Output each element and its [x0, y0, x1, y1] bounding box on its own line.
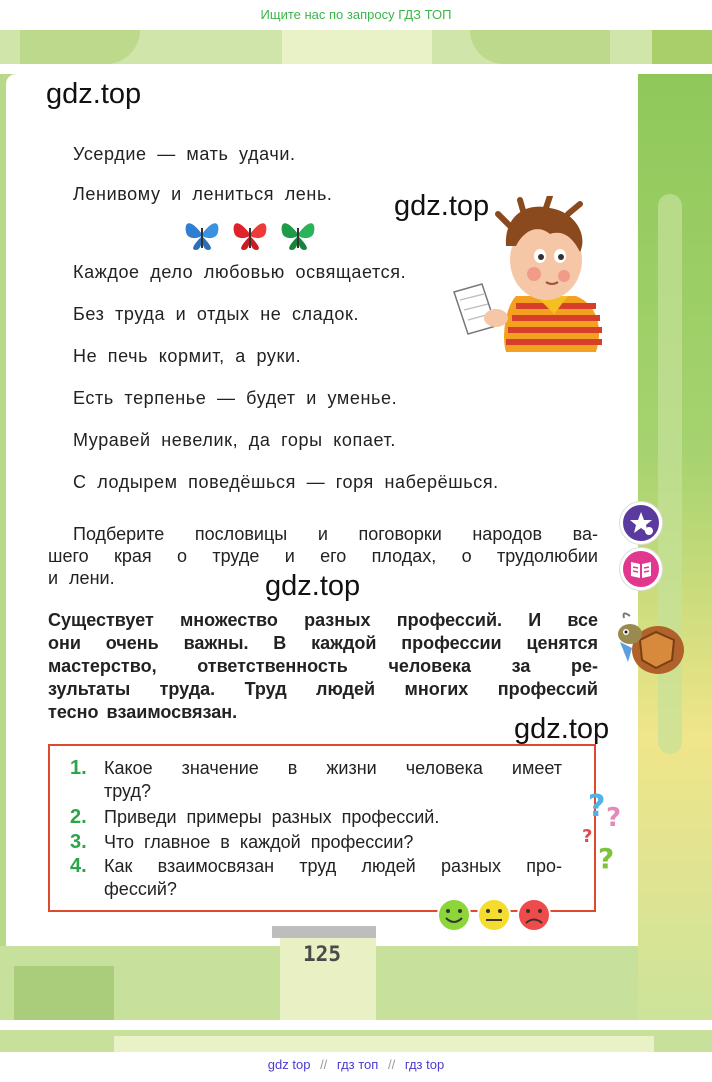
question-marks-illustration — [580, 786, 630, 881]
watermark: gdz.top — [265, 570, 361, 602]
book-icon[interactable] — [620, 548, 662, 590]
proverb: Есть терпенье — будет и уменье. — [73, 388, 398, 408]
question-number: 4. — [70, 855, 87, 877]
proverb: Каждое дело любовью освящается. — [73, 262, 407, 282]
next-page-strip — [0, 1030, 712, 1052]
page-gap — [0, 64, 712, 74]
green-butterfly-icon — [282, 223, 315, 250]
sad-face-icon — [518, 899, 550, 931]
proverb: Муравей невелик, да горы копает. — [73, 430, 396, 450]
proverb: Усердие — мать удачи. — [73, 144, 296, 164]
page-edge — [652, 30, 712, 64]
top-search-hint[interactable]: Ищите нас по запросу ГДЗ ТОП — [0, 0, 712, 30]
page-light-bar — [282, 30, 432, 64]
page-number: 125 — [303, 942, 341, 966]
question-text: фессий? — [104, 879, 177, 899]
rule-line: тесно взаимосвязан. — [48, 702, 238, 722]
rule-line: они очень важны. В каждой профессии ценятся — [48, 633, 598, 653]
leaf-shadow — [14, 966, 114, 1020]
page-number-tab — [272, 926, 376, 938]
leaf-decoration — [470, 30, 610, 64]
self-assessment-smileys — [436, 896, 554, 939]
task-line: Подберите пословицы и поговорки народов ва- — [73, 524, 598, 544]
questions-box — [48, 744, 596, 912]
blue-butterfly-icon — [186, 223, 219, 250]
green-question-mark-icon: ? — [598, 842, 615, 875]
turtle-illustration — [616, 612, 686, 685]
watermark: gdz.top — [46, 78, 142, 110]
rule-line: Существует множество разных профессий. И все — [48, 610, 598, 630]
page-gap — [0, 1020, 712, 1030]
question-text: Какое значение в жизни человека имеет — [104, 758, 562, 778]
question-number: 2. — [70, 806, 87, 828]
page-light-bar — [114, 1036, 654, 1052]
question-text: Что главное в каждой профессии? — [104, 832, 414, 852]
watermark: gdz.top — [394, 190, 490, 222]
proverb: С лодырем поведёшься — горя наберёшься. — [73, 472, 499, 492]
question-number: 3. — [70, 831, 87, 853]
footer-separator: // — [387, 1057, 396, 1072]
proverb: Без труда и отдых не сладок. — [73, 304, 360, 324]
question-number: 1. — [70, 757, 87, 779]
butterflies-illustration — [184, 214, 318, 259]
right-margin-strip — [638, 74, 712, 1020]
footer-separator: // — [320, 1057, 328, 1072]
happy-face-icon — [438, 899, 470, 931]
star-task-icon[interactable] — [620, 502, 662, 544]
task-paragraph — [48, 523, 598, 589]
rule-paragraph — [48, 609, 598, 724]
proverb: Ленивому и лениться лень. — [73, 184, 333, 204]
red-question-mark-icon: ? — [582, 826, 593, 847]
watermark: gdz.top — [514, 713, 610, 745]
task-line: шего края о труде и его плодах, о трудолюбии — [48, 546, 598, 566]
boy-illustration — [446, 196, 606, 361]
footer-link[interactable]: гдз top — [404, 1057, 445, 1072]
neutral-face-icon — [478, 899, 510, 931]
rule-line: зультаты труда. Труд людей многих профессий — [48, 679, 598, 699]
previous-page-strip — [0, 30, 712, 64]
question-text: труд? — [104, 781, 151, 801]
footer-link[interactable]: gdz top — [267, 1057, 311, 1072]
pink-question-mark-icon: ? — [606, 803, 622, 833]
leaf-decoration — [20, 30, 140, 64]
task-line: и лени. — [48, 568, 115, 588]
footer-links — [0, 1052, 712, 1082]
red-butterfly-icon — [234, 223, 267, 250]
rule-line: мастерство, ответственность человека за ре- — [48, 656, 598, 676]
blue-question-mark-icon: ? — [588, 789, 606, 824]
question-text: Как взаимосвязан труд людей разных про- — [104, 856, 562, 876]
proverb: Не печь кормит, а руки. — [73, 346, 302, 366]
question-text: Приведи примеры разных профессий. — [104, 807, 440, 827]
footer-link[interactable]: гдз топ — [336, 1057, 379, 1072]
